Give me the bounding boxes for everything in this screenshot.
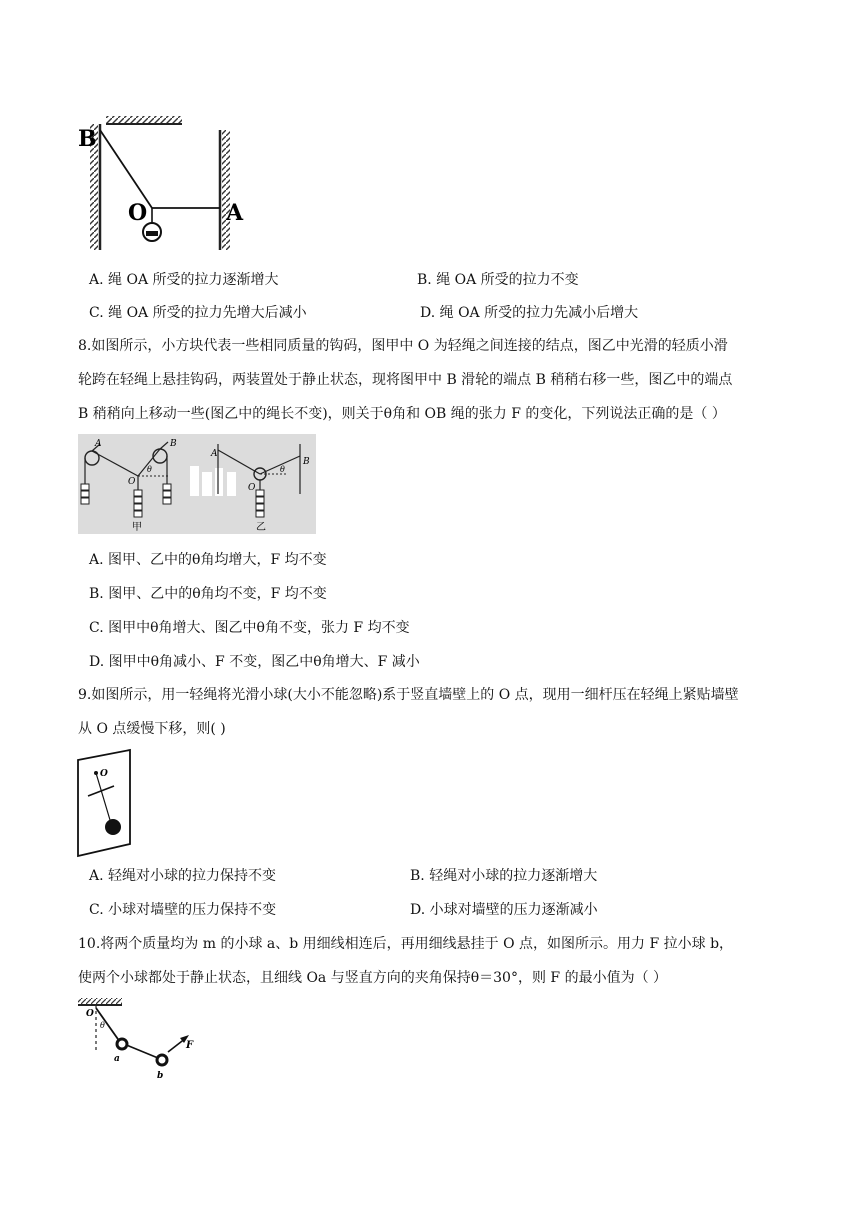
q9-figure (76, 748, 136, 858)
q8-label-o2: O (248, 483, 256, 493)
q8-label-theta1: θ (147, 465, 152, 474)
q8-option-d[interactable]: D. 图甲中θ角减小、F 不变，图乙中θ角增大、F 减小 (89, 654, 420, 670)
q10-figure (76, 994, 206, 1084)
q10-label-theta: θ (100, 1021, 105, 1030)
q8-label-o1: O (128, 477, 136, 487)
q9-stem-line-2: 从 O 点缓慢下移，则( ) (78, 721, 226, 737)
q8-stem-line-3: B 稍稍向上移动一些(图乙中的绳长不变)，则关于θ角和 OB 绳的张力 F 的变化，下列说法正确的是（ ） (78, 406, 726, 422)
q9-option-a[interactable]: A. 轻绳对小球的拉力保持不变 (89, 868, 277, 884)
q7-label-a: A (226, 200, 244, 226)
q9-stem-line-1: 9.如图所示，用一轻绳将光滑小球(大小不能忽略)系于竖直墙壁上的 O 点，现用一细杆压在轻绳上紧贴墙壁 (78, 687, 739, 703)
q8-figure (78, 434, 316, 534)
q8-caption-yi: 乙 (256, 522, 266, 533)
q7-option-d[interactable]: D. 绳 OA 所受的拉力先减小后增大 (420, 305, 639, 321)
q7-figure (76, 112, 256, 254)
q8-stem-line-2: 轮跨在轻绳上悬挂钩码，两装置处于静止状态，现将图甲中 B 滑轮的端点 B 稍稍右移一些，图乙中的端点 (78, 372, 733, 388)
q8-label-a1: A (95, 439, 102, 449)
q9-label-o: O (100, 769, 108, 779)
q9-option-c[interactable]: C. 小球对墙壁的压力保持不变 (89, 902, 277, 918)
q8-stem-line-1: 8.如图所示，小方块代表一些相同质量的钩码，图甲中 O 为轻绳之间连接的结点，图乙中光滑的轻质小滑 (78, 338, 728, 354)
q10-label-b: b (157, 1071, 164, 1081)
q8-label-a2: A (211, 449, 218, 459)
q7-label-o: O (128, 200, 148, 226)
q8-label-theta2: θ (280, 465, 285, 474)
q8-caption-jia: 甲 (132, 522, 142, 533)
q10-stem-line-1: 10.将两个质量均为 m 的小球 a、b 用细线相连后，再用细线悬挂于 O 点，如图所示。用力 F 拉小球 b， (78, 936, 734, 952)
q9-option-b[interactable]: B. 轻绳对小球的拉力逐渐增大 (410, 868, 598, 884)
q10-label-f: F (186, 1040, 194, 1051)
q8-label-b2: B (303, 457, 310, 467)
q9-option-d[interactable]: D. 小球对墙壁的压力逐渐减小 (410, 902, 598, 918)
q8-option-a[interactable]: A. 图甲、乙中的θ角均增大，F 均不变 (89, 552, 327, 568)
q7-option-c[interactable]: C. 绳 OA 所受的拉力先增大后减小 (89, 305, 307, 321)
q7-option-a[interactable]: A. 绳 OA 所受的拉力逐渐增大 (89, 272, 279, 288)
q7-label-b: B (78, 126, 97, 152)
q10-label-o: O (86, 1009, 94, 1019)
q8-option-b[interactable]: B. 图甲、乙中的θ角均不变，F 均不变 (89, 586, 327, 602)
q10-label-a: a (114, 1054, 120, 1064)
q7-option-b[interactable]: B. 绳 OA 所受的拉力不变 (417, 272, 579, 288)
q8-option-c[interactable]: C. 图甲中θ角增大、图乙中θ角不变，张力 F 均不变 (89, 620, 410, 636)
q8-label-b1: B (170, 439, 177, 449)
q10-stem-line-2: 使两个小球都处于静止状态，且细线 Oa 与竖直方向的夹角保持θ＝30°，则 F 的最小值为（ ） (78, 970, 668, 986)
